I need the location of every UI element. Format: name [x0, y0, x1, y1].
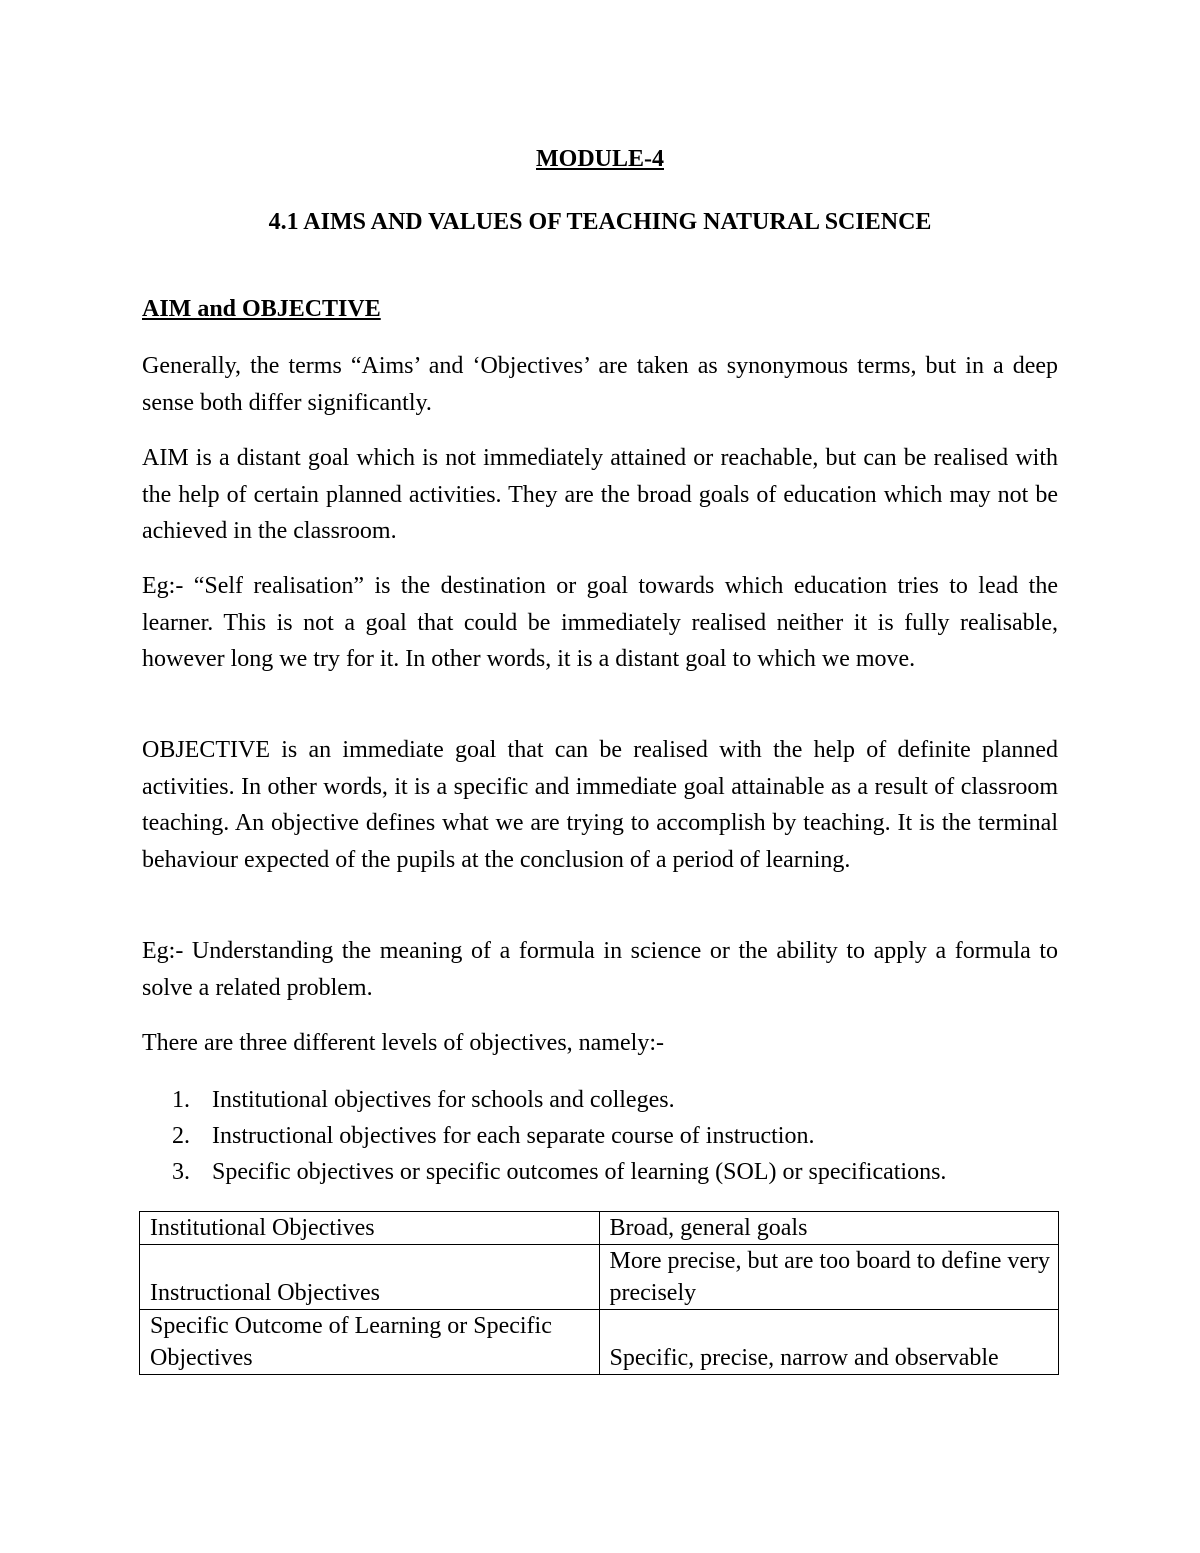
paragraph-levels-intro: There are three different levels of objectives, namely:-: [142, 1030, 664, 1056]
list-item-number: 2.: [172, 1123, 190, 1149]
table-row: [140, 1212, 1059, 1245]
list-item-number: 3.: [172, 1159, 190, 1185]
table-row: [140, 1245, 1059, 1310]
table-row: [140, 1310, 1059, 1375]
paragraph-objective-example: Eg:- Understanding the meaning of a formula in science or the ability to apply a formula to solve a related problem.: [142, 938, 1058, 1001]
aim-objective-heading: AIM and OBJECTIVE: [142, 296, 381, 322]
objective-levels-list: [172, 1082, 1072, 1190]
table-cell-level: Institutional Objectives: [140, 1212, 600, 1245]
table-cell-description: More precise, but are too board to define very precisely: [599, 1245, 1059, 1310]
table-cell-level: Specific Outcome of Learning or Specific Objectives: [140, 1310, 600, 1375]
paragraph-objective-definition: OBJECTIVE is an immediate goal that can be realised with the help of definite planned activities. In other words, it is a specific and immediate goal attainable as a result of classroom teaching. An objective defines what we are trying to accomplish by teaching. It is the terminal behaviour expected of the pupils at the conclusion of a period of learning.: [142, 737, 1058, 874]
list-item: [172, 1082, 1072, 1118]
module-title: [0, 143, 1200, 175]
list-item: [172, 1154, 1072, 1190]
table-cell-description: Specific, precise, narrow and observable: [599, 1310, 1059, 1375]
table-cell-description: Broad, general goals: [599, 1212, 1059, 1245]
objectives-table: [139, 1211, 1059, 1375]
list-item-text: Instructional objectives for each separate course of instruction.: [212, 1123, 815, 1149]
list-item: [172, 1118, 1072, 1154]
module-title-text: MODULE-4: [536, 146, 664, 172]
paragraph-aim-example: Eg:- “Self realisation” is the destination or goal towards which education tries to lead the learner. This is not a goal that could be immediately realised neither it is fully realisable, however long we try for it. In other words, it is a distant goal to which we move.: [142, 573, 1058, 673]
paragraph-aims-objectives-intro: Generally, the terms “Aims’ and ‘Objectives’ are taken as synonymous terms, but in a deep sense both differ significantly.: [142, 353, 1058, 416]
list-item-number: 1.: [172, 1087, 190, 1113]
list-item-text: Institutional objectives for schools and colleges.: [212, 1087, 675, 1113]
table-cell-level: Instructional Objectives: [140, 1245, 600, 1310]
list-item-text: Specific objectives or specific outcomes of learning (SOL) or specifications.: [212, 1159, 947, 1185]
paragraph-aim-definition: AIM is a distant goal which is not immediately attained or reachable, but can be realised with the help of certain planned activities. They are the broad goals of education which may not be achieved in the classroom.: [142, 445, 1058, 545]
section-title: 4.1 AIMS AND VALUES OF TEACHING NATURAL SCIENCE: [268, 209, 932, 235]
